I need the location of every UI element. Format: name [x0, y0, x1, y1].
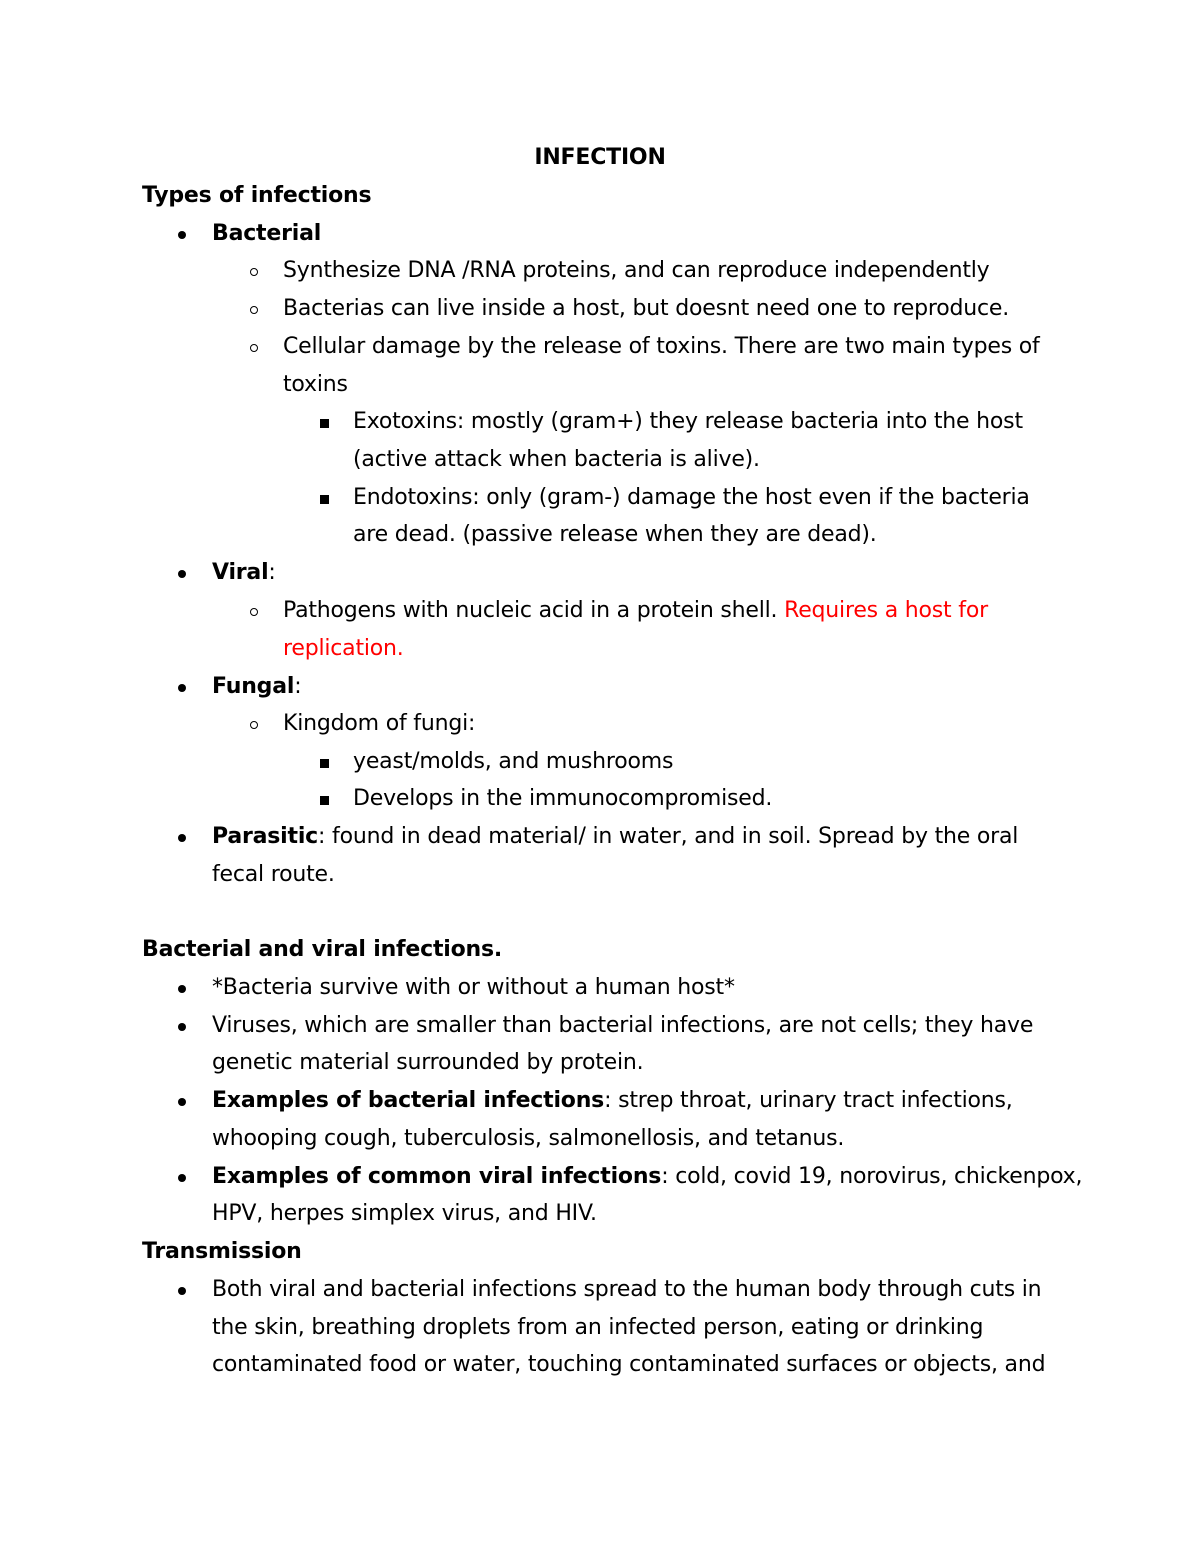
bullet-disc-icon: [178, 231, 186, 239]
parasitic-item: [212, 822, 1018, 852]
bullet-disc-icon: [178, 1287, 186, 1295]
transmission-point-1-cont2: contaminated food or water, touching contaminated surfaces or objects, and: [212, 1352, 1046, 1377]
viral-label: Viral: [212, 560, 269, 585]
bullet-disc-icon: [178, 1098, 186, 1106]
fungal-subpoint-2: Develops in the immunocompromised.: [353, 786, 773, 811]
section-heading-bacterial-viral: Bacterial and viral infections.: [142, 937, 503, 962]
fungal-subpoint-1: yeast/molds, and mushrooms: [353, 749, 674, 774]
exotoxins-text: Exotoxins: mostly (gram+) they release bacteria into the host: [353, 409, 1023, 434]
bullet-circle-icon: [250, 608, 258, 616]
parasitic-text: : found in dead material/ in water, and in soil. Spread by the oral: [318, 824, 1019, 849]
bv-point-4: [212, 1162, 1082, 1192]
bv-point-4-cont: HPV, herpes simplex virus, and HIV.: [212, 1201, 597, 1226]
parasitic-label: Parasitic: [212, 824, 319, 849]
endotoxins-text: Endotoxins: only (gram-) damage the host even if the bacteria: [353, 485, 1030, 510]
bullet-disc-icon: [178, 985, 186, 993]
endotoxins-text-cont: are dead. (passive release when they are dead).: [353, 522, 877, 547]
bullet-disc-icon: [178, 834, 186, 842]
document-title: INFECTION: [534, 145, 666, 170]
bullet-square-icon: [320, 495, 329, 504]
bullet-disc-icon: [178, 684, 186, 692]
section-heading-types: Types of infections: [142, 183, 372, 208]
bv-point-3-text: : strep throat, urinary tract infections,: [604, 1088, 1013, 1113]
bullet-square-icon: [320, 796, 329, 805]
bacterial-point-3: Cellular damage by the release of toxins. There are two main types of: [283, 334, 1040, 359]
viral-point-1-highlight-cont: replication.: [283, 636, 404, 661]
fungal-label: Fungal: [212, 674, 295, 699]
bacterial-point-1: Synthesize DNA /RNA proteins, and can reproduce independently: [283, 258, 990, 283]
bacterial-point-3-cont: toxins: [283, 372, 348, 397]
fungal-colon: :: [294, 674, 302, 699]
viral-point-1-text: Pathogens with nucleic acid in a protein shell.: [283, 598, 785, 623]
bullet-square-icon: [320, 759, 329, 768]
bullet-circle-icon: [250, 268, 258, 276]
bullet-square-icon: [320, 419, 329, 428]
bv-point-3-label: Examples of bacterial infections: [212, 1088, 605, 1113]
transmission-point-1: Both viral and bacterial infections spread to the human body through cuts in: [212, 1277, 1042, 1302]
viral-heading: [212, 558, 276, 588]
bv-point-3-cont: whooping cough, tuberculosis, salmonellosis, and tetanus.: [212, 1126, 845, 1151]
bullet-disc-icon: [178, 570, 186, 578]
bullet-circle-icon: [250, 721, 258, 729]
fungal-point-1: Kingdom of fungi:: [283, 711, 476, 736]
bacterial-label: Bacterial: [212, 221, 322, 246]
bv-point-2-cont: genetic material surrounded by protein.: [212, 1050, 644, 1075]
bv-point-2: Viruses, which are smaller than bacterial infections, are not cells; they have: [212, 1013, 1034, 1038]
parasitic-text-cont: fecal route.: [212, 862, 335, 887]
exotoxins-text-cont: (active attack when bacteria is alive).: [353, 447, 760, 472]
fungal-heading: [212, 672, 301, 702]
bv-point-4-text: : cold, covid 19, norovirus, chickenpox,: [661, 1164, 1083, 1189]
transmission-point-1-cont: the skin, breathing droplets from an infected person, eating or drinking: [212, 1315, 984, 1340]
bullet-disc-icon: [178, 1174, 186, 1182]
bullet-circle-icon: [250, 344, 258, 352]
bv-point-3: [212, 1086, 1013, 1116]
bacterial-point-2: Bacterias can live inside a host, but doesnt need one to reproduce.: [283, 296, 1009, 321]
viral-point-1: [283, 596, 988, 626]
section-heading-transmission: Transmission: [142, 1239, 302, 1264]
bullet-disc-icon: [178, 1023, 186, 1031]
viral-colon: :: [268, 560, 276, 585]
bullet-circle-icon: [250, 306, 258, 314]
bv-point-4-label: Examples of common viral infections: [212, 1164, 662, 1189]
viral-point-1-highlight: Requires a host for: [784, 598, 988, 623]
bv-point-1: *Bacteria survive with or without a human host*: [212, 975, 735, 1000]
